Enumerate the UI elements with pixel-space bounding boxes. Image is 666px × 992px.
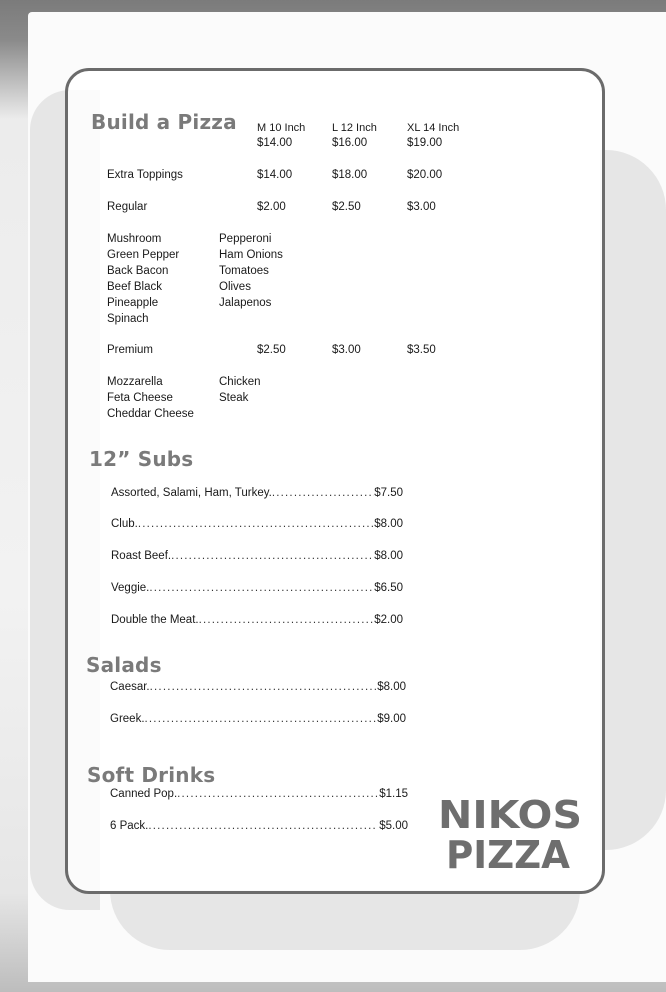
item-name: 6 Pack. <box>110 820 149 832</box>
logo-line-2: PIZZA <box>446 833 571 872</box>
regular-price-m: $2.00 <box>257 201 286 213</box>
item-name: Assorted, Salami, Ham, Turkey. <box>111 487 272 499</box>
subs-heading: 12” Subs <box>89 447 194 471</box>
sub-item-double-meat <box>111 613 403 627</box>
dot-leader <box>148 819 376 833</box>
dot-leader <box>199 613 375 627</box>
dot-leader <box>149 581 374 595</box>
sub-item-roast-beef <box>111 549 403 563</box>
dot-leader <box>177 787 379 801</box>
premium-topping: Feta Cheese <box>107 392 173 404</box>
regular-label: Regular <box>107 201 148 213</box>
size-price-large: $16.00 <box>332 137 368 149</box>
nikos-pizza-logo <box>438 790 584 872</box>
dot-leader <box>145 712 378 726</box>
item-price: $7.50 <box>374 487 403 499</box>
sub-item-assorted <box>111 486 403 500</box>
premium-topping: Cheddar Cheese <box>107 408 194 420</box>
item-price: $9.00 <box>377 713 406 725</box>
logo-line-1: NIKOS <box>438 793 582 837</box>
regular-topping: Olives <box>219 281 251 293</box>
regular-topping: Back Bacon <box>107 265 169 277</box>
item-name: Caesar. <box>110 681 150 693</box>
item-name: Canned Pop. <box>110 788 178 800</box>
dot-leader <box>138 517 374 531</box>
sub-item-veggie <box>111 581 403 595</box>
item-name: Veggie. <box>111 582 150 594</box>
regular-topping: Tomatoes <box>219 265 269 277</box>
premium-price-m: $2.50 <box>257 344 286 356</box>
regular-topping: Green Pepper <box>107 249 180 261</box>
premium-topping: Steak <box>219 392 249 404</box>
regular-topping: Mushroom <box>107 233 162 245</box>
item-price: $8.00 <box>374 518 403 530</box>
premium-label: Premium <box>107 344 154 356</box>
item-price: $1.15 <box>379 788 408 800</box>
drink-item-canned-pop <box>110 787 408 801</box>
soft-drinks-heading: Soft Drinks <box>87 763 216 787</box>
premium-topping: Chicken <box>219 376 261 388</box>
salad-item-greek <box>110 712 406 726</box>
size-price-medium: $14.00 <box>257 137 293 149</box>
regular-topping: Pineapple <box>107 297 159 309</box>
sub-item-club <box>111 517 403 531</box>
extra-toppings-label: Extra Toppings <box>107 169 183 181</box>
regular-topping: Ham Onions <box>219 249 283 261</box>
item-price: $2.00 <box>374 614 403 626</box>
regular-topping: Spinach <box>107 313 149 325</box>
salads-heading: Salads <box>86 653 162 677</box>
regular-price-l: $2.50 <box>332 201 361 213</box>
size-price-xl: $19.00 <box>407 137 443 149</box>
item-price: $5.00 <box>376 820 408 832</box>
size-label-large: L 12 Inch <box>332 122 377 134</box>
dot-leader <box>150 680 378 694</box>
size-label-xl: XL 14 Inch <box>407 122 460 134</box>
regular-topping: Jalapenos <box>219 297 272 309</box>
background-swoosh-bottom <box>110 890 580 950</box>
item-price: $8.00 <box>371 550 403 562</box>
premium-topping: Mozzarella <box>107 376 163 388</box>
item-name: Roast Beef. <box>111 550 172 562</box>
item-price: $8.00 <box>377 681 406 693</box>
logo-graphic <box>438 790 584 872</box>
build-pizza-heading: Build a Pizza <box>91 110 237 134</box>
salad-item-caesar <box>110 680 406 694</box>
premium-price-xl: $3.50 <box>407 344 436 356</box>
extra-toppings-price-xl: $20.00 <box>407 169 443 181</box>
extra-toppings-price-l: $18.00 <box>332 169 368 181</box>
regular-price-xl: $3.00 <box>407 201 436 213</box>
item-name: Club. <box>111 518 138 530</box>
regular-topping: Beef Black <box>107 281 162 293</box>
dot-leader <box>272 486 374 500</box>
background-swoosh-right <box>600 150 666 850</box>
item-name: Greek. <box>110 713 145 725</box>
size-label-medium: M 10 Inch <box>257 122 306 134</box>
extra-toppings-price-m: $14.00 <box>257 169 293 181</box>
drink-item-6-pack <box>110 819 408 833</box>
dot-leader <box>171 549 371 563</box>
item-name: Double the Meat. <box>111 614 199 626</box>
item-price: $6.50 <box>374 582 403 594</box>
premium-price-l: $3.00 <box>332 344 361 356</box>
regular-topping: Pepperoni <box>219 233 272 245</box>
